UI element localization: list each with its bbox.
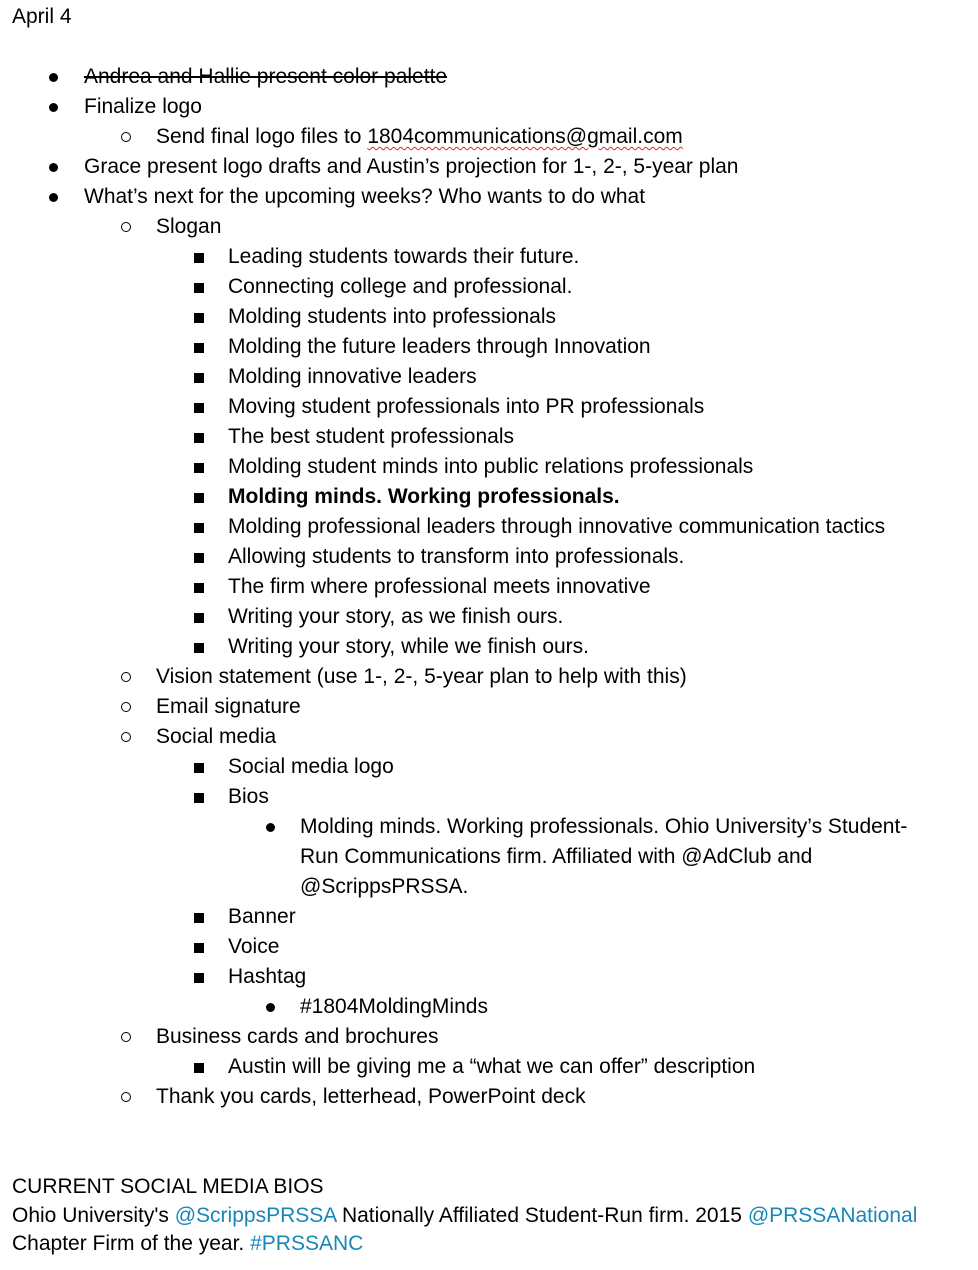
list-item — [0, 62, 978, 92]
slogan-text: Molding innovative leaders — [228, 365, 477, 388]
slogan-item — [0, 242, 978, 272]
item-social-media: Social media — [156, 725, 277, 748]
list-item — [0, 752, 978, 782]
square-bullet-icon — [194, 403, 204, 413]
square-bullet-icon — [194, 913, 204, 923]
list-item — [0, 962, 978, 992]
agenda-list — [0, 62, 978, 1112]
slogan-item — [0, 272, 978, 302]
list-item — [0, 692, 978, 722]
list-item — [0, 722, 978, 752]
square-bullet-icon — [194, 343, 204, 353]
circle-bullet-icon — [121, 732, 131, 742]
circle-bullet-icon — [121, 132, 131, 142]
disc-bullet-icon — [49, 193, 58, 202]
send-logo-prefix: Send final logo files to — [156, 125, 368, 148]
disc-bullet-icon — [49, 73, 58, 82]
square-bullet-icon — [194, 283, 204, 293]
item-hashtag-value: #1804MoldingMinds — [300, 995, 488, 1018]
item-hashtag: Hashtag — [228, 965, 307, 988]
list-item — [0, 662, 978, 692]
slogan-item — [0, 452, 978, 482]
list-item — [0, 932, 978, 962]
slogan-item — [0, 602, 978, 632]
list-item — [0, 152, 978, 182]
square-bullet-icon — [194, 253, 204, 263]
circle-bullet-icon — [121, 1032, 131, 1042]
square-bullet-icon — [194, 463, 204, 473]
square-bullet-icon — [194, 493, 204, 503]
list-item — [0, 782, 978, 812]
circle-bullet-icon — [121, 222, 131, 232]
slogan-text-selected: Molding minds. Working professionals. — [228, 485, 620, 508]
list-item — [0, 122, 978, 152]
disc-bullet-icon — [49, 163, 58, 172]
square-bullet-icon — [194, 973, 204, 983]
item-banner: Banner — [228, 905, 296, 928]
list-item — [0, 902, 978, 932]
meeting-date: April 4 — [12, 5, 72, 28]
current-bios-text — [12, 1202, 962, 1258]
item-voice: Voice — [228, 935, 280, 958]
item-finalize-logo: Finalize logo — [84, 95, 202, 118]
prssa-national-link[interactable]: @PRSSANational — [747, 1204, 918, 1227]
item-vision-statement: Vision statement (use 1-, 2-, 5-year plan to help with this) — [156, 665, 687, 688]
disc-bullet-icon — [266, 823, 275, 832]
list-item — [0, 182, 978, 212]
slogan-text: Writing your story, while we finish ours. — [228, 635, 590, 658]
list-item — [0, 1022, 978, 1052]
scripps-prssa-link[interactable]: @ScrippsPRSSA — [174, 1204, 337, 1227]
list-item — [0, 92, 978, 122]
slogan-item — [0, 422, 978, 452]
square-bullet-icon — [194, 313, 204, 323]
slogan-text: The best student professionals — [228, 425, 515, 448]
item-bios: Bios — [228, 785, 269, 808]
item-send-logo-files — [156, 122, 683, 152]
slogan-item — [0, 632, 978, 662]
item-bio-text: Molding minds. Working professionals. Ohio University’s Student-Run Communications firm. Affiliated with @AdClub and @ScrippsPRSSA. — [300, 815, 908, 898]
square-bullet-icon — [194, 763, 204, 773]
list-item — [0, 212, 978, 242]
bios-part-1: Ohio University's — [12, 1204, 175, 1227]
slogan-text: Moving student professionals into PR professionals — [228, 395, 705, 418]
list-item — [0, 1052, 978, 1082]
square-bullet-icon — [194, 433, 204, 443]
circle-bullet-icon — [121, 702, 131, 712]
slogan-item — [0, 482, 978, 512]
list-item — [0, 812, 978, 902]
slogan-text: Allowing students to transform into professionals. — [228, 545, 685, 568]
slogan-text: Molding professional leaders through innovative communication tactics — [228, 515, 886, 538]
square-bullet-icon — [194, 583, 204, 593]
disc-bullet-icon — [266, 1003, 275, 1012]
slogan-item — [0, 512, 978, 542]
slogan-text: Leading students towards their future. — [228, 245, 580, 268]
item-business-cards: Business cards and brochures — [156, 1025, 439, 1048]
item-austin-description: Austin will be giving me a “what we can offer” description — [228, 1055, 756, 1078]
current-bios-heading: CURRENT SOCIAL MEDIA BIOS — [12, 1175, 324, 1198]
disc-bullet-icon — [49, 103, 58, 112]
slogan-text: Molding students into professionals — [228, 305, 557, 328]
square-bullet-icon — [194, 1063, 204, 1073]
item-thank-you-cards: Thank you cards, letterhead, PowerPoint deck — [156, 1085, 586, 1108]
item-slogan: Slogan — [156, 215, 222, 238]
circle-bullet-icon — [121, 1092, 131, 1102]
item-email-signature: Email signature — [156, 695, 301, 718]
slogan-item — [0, 572, 978, 602]
circle-bullet-icon — [121, 672, 131, 682]
square-bullet-icon — [194, 373, 204, 383]
square-bullet-icon — [194, 523, 204, 533]
square-bullet-icon — [194, 643, 204, 653]
item-whats-next: What’s next for the upcoming weeks? Who wants to do what — [84, 185, 646, 208]
square-bullet-icon — [194, 793, 204, 803]
bios-part-2: Nationally Affiliated Student-Run firm. 2015 — [336, 1204, 748, 1227]
list-item — [0, 1082, 978, 1112]
square-bullet-icon — [194, 943, 204, 953]
slogan-item — [0, 542, 978, 572]
email-address: 1804communications@gmail.com — [367, 125, 683, 148]
item-logo-drafts: Grace present logo drafts and Austin’s projection for 1-, 2-, 5-year plan — [84, 155, 739, 178]
square-bullet-icon — [194, 553, 204, 563]
slogan-item — [0, 362, 978, 392]
prssanc-hashtag-link[interactable]: #PRSSANC — [250, 1232, 364, 1255]
slogan-text: The firm where professional meets innovative — [228, 575, 651, 598]
slogan-item — [0, 392, 978, 422]
item-social-media-logo: Social media logo — [228, 755, 394, 778]
slogan-item — [0, 302, 978, 332]
slogan-text: Writing your story, as we finish ours. — [228, 605, 564, 628]
square-bullet-icon — [194, 613, 204, 623]
item-color-palette: Andrea and Hallie present color palette — [84, 65, 448, 88]
slogan-text: Molding student minds into public relations professionals — [228, 455, 754, 478]
slogan-text: Molding the future leaders through Innovation — [228, 335, 651, 358]
slogan-text: Connecting college and professional. — [228, 275, 573, 298]
list-item — [0, 992, 978, 1022]
bios-part-3: Chapter Firm of the year. — [12, 1232, 251, 1255]
slogan-item — [0, 332, 978, 362]
